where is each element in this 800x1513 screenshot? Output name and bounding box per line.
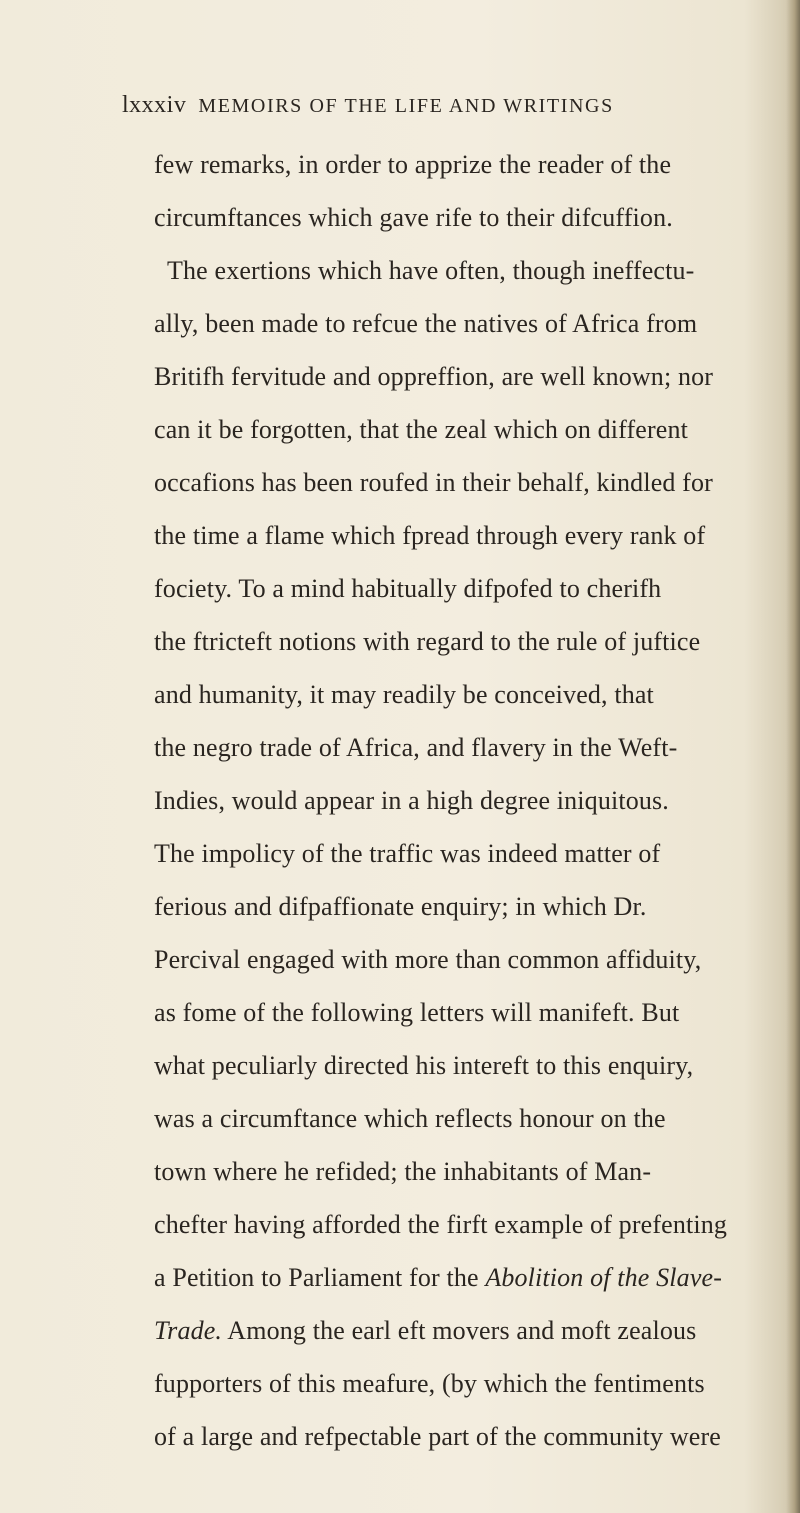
text-line: what peculiarly directed his intereft to this enquiry, bbox=[154, 1051, 694, 1080]
text-line: ally, been made to refcue the natives of Africa from bbox=[154, 309, 698, 338]
text-line: fupporters of this meafure, (by which the fentiments bbox=[154, 1369, 705, 1398]
text-line: circumftances which gave rife to their difcuffion. bbox=[154, 203, 673, 232]
text-line: the time a flame which fpread through every rank of bbox=[154, 521, 706, 550]
text-line: chefter having afforded the firft example of prefenting bbox=[154, 1210, 728, 1239]
text-line: ferious and difpaffionate enquiry; in which Dr. bbox=[154, 892, 647, 921]
text-line: The impolicy of the traffic was indeed matter of bbox=[154, 839, 661, 868]
text-line: the ftricteft notions with regard to the rule of juftice bbox=[154, 627, 701, 656]
text-line-roman: Among the earl eft movers and moft zealous bbox=[222, 1316, 697, 1345]
page-gutter-shadow bbox=[786, 0, 800, 1513]
text-line: as fome of the following letters will manifeft. But bbox=[154, 998, 680, 1027]
text-line: town where he refided; the inhabitants of Man- bbox=[154, 1157, 652, 1186]
text-line: Percival engaged with more than common affiduity, bbox=[154, 945, 702, 974]
running-head bbox=[122, 92, 762, 128]
text-line bbox=[154, 1304, 754, 1357]
text-line: and humanity, it may readily be conceived, that bbox=[154, 680, 654, 709]
text-line: fociety. To a mind habitually difpofed to cherifh bbox=[154, 574, 662, 603]
text-line: occafions has been roufed in their behalf, kindled for bbox=[154, 468, 713, 497]
text-line-roman: a Petition to Parliament for the bbox=[154, 1263, 486, 1292]
italic-title-phrase: Abolition of the Slave- bbox=[485, 1263, 723, 1292]
page-number: lxxxiv bbox=[122, 92, 187, 118]
text-line: The exertions which have often, though ineffectu- bbox=[167, 256, 695, 285]
body-text bbox=[154, 138, 754, 1463]
text-line: can it be forgotten, that the zeal which on different bbox=[154, 415, 689, 444]
text-line: Indies, would appear in a high degree iniquitous. bbox=[154, 786, 669, 815]
text-line: Britifh fervitude and oppreffion, are well known; nor bbox=[154, 362, 714, 391]
running-head-title: MEMOIRS OF THE LIFE AND WRITINGS bbox=[198, 95, 614, 117]
text-line: was a circumftance which reflects honour on the bbox=[154, 1104, 666, 1133]
text-line bbox=[154, 1251, 754, 1304]
text-line: few remarks, in order to apprize the reader of the bbox=[154, 150, 672, 179]
italic-title-phrase: Trade. bbox=[154, 1316, 223, 1345]
text-line: the negro trade of Africa, and flavery in the Weft- bbox=[154, 733, 678, 762]
text-line: of a large and refpectable part of the community were bbox=[154, 1422, 721, 1451]
